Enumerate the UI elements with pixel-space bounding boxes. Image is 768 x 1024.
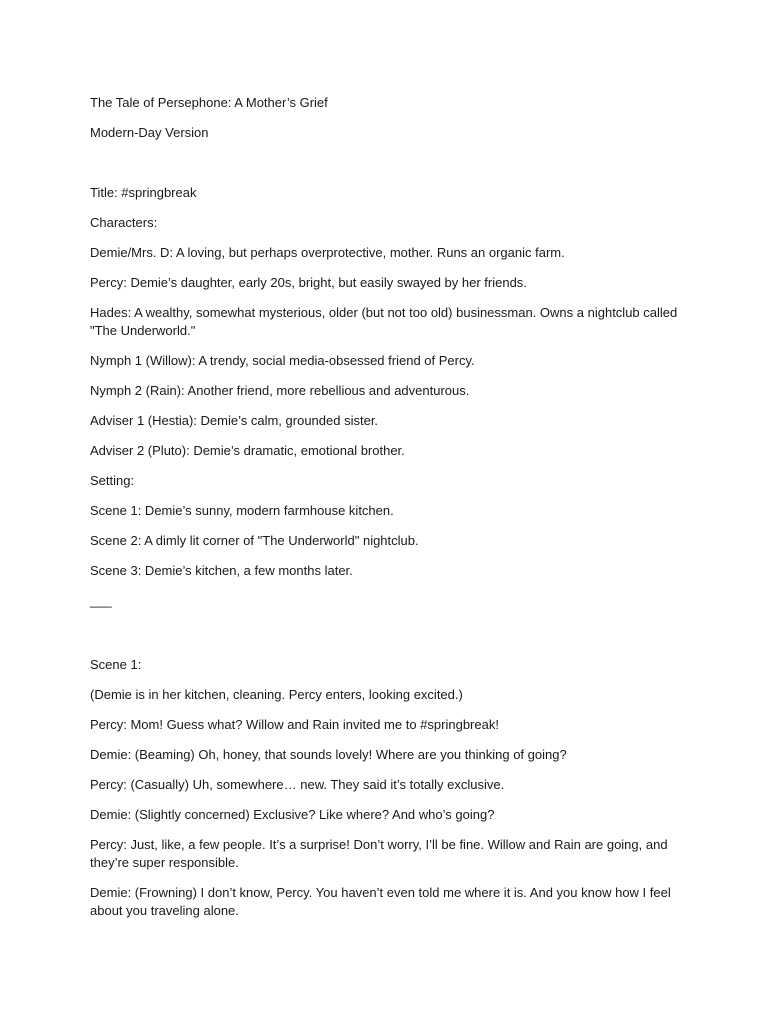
scene-heading: Scene 1: — [90, 657, 142, 672]
character-entry: Hades: A wealthy, somewhat mysterious, older (but not too old) businessman. Owns a nightclub called "The Underworld." — [90, 305, 678, 338]
character-entry: Demie/Mrs. D: A loving, but perhaps overprotective, mother. Runs an organic farm. — [90, 245, 565, 260]
character-entry: Adviser 1 (Hestia): Demie’s calm, grounded sister. — [90, 413, 379, 428]
character-entry: Adviser 2 (Pluto): Demie’s dramatic, emotional brother. — [90, 443, 405, 458]
scene-line: Percy: Just, like, a few people. It’s a surprise! Don’t worry, I’ll be fine. Willow and Rain are going, and they’re super responsible. — [90, 837, 668, 870]
document-body — [90, 94, 680, 932]
play-title: Title: #springbreak — [90, 185, 197, 200]
character-entry: Nymph 1 (Willow): A trendy, social media-obsessed friend of Percy. — [90, 353, 475, 368]
character-entry: Nymph 2 (Rain): Another friend, more rebellious and adventurous. — [90, 383, 470, 398]
setting-entry: Scene 2: A dimly lit corner of "The Underworld" nightclub. — [90, 533, 419, 548]
scene-line: Demie: (Beaming) Oh, honey, that sounds lovely! Where are you thinking of going? — [90, 747, 567, 762]
character-entry: Percy: Demie’s daughter, early 20s, bright, but easily swayed by her friends. — [90, 275, 527, 290]
document-subtitle: Modern-Day Version — [90, 125, 209, 140]
section-separator: ___ — [90, 593, 112, 608]
document-title: The Tale of Persephone: A Mother’s Grief — [90, 95, 328, 110]
scene-line: Percy: (Casually) Uh, somewhere… new. They said it’s totally exclusive. — [90, 777, 505, 792]
scene-line: (Demie is in her kitchen, cleaning. Percy enters, looking excited.) — [90, 687, 463, 702]
setting-entry: Scene 3: Demie’s kitchen, a few months later. — [90, 563, 353, 578]
characters-heading: Characters: — [90, 215, 158, 230]
setting-heading: Setting: — [90, 473, 135, 488]
scene-line: Percy: Mom! Guess what? Willow and Rain invited me to #springbreak! — [90, 717, 499, 732]
scene-line: Demie: (Frowning) I don’t know, Percy. You haven’t even told me where it is. And you know how I feel about you traveling alone. — [90, 885, 671, 918]
setting-entry: Scene 1: Demie’s sunny, modern farmhouse kitchen. — [90, 503, 394, 518]
scene-line: Demie: (Slightly concerned) Exclusive? Like where? And who’s going? — [90, 807, 495, 822]
